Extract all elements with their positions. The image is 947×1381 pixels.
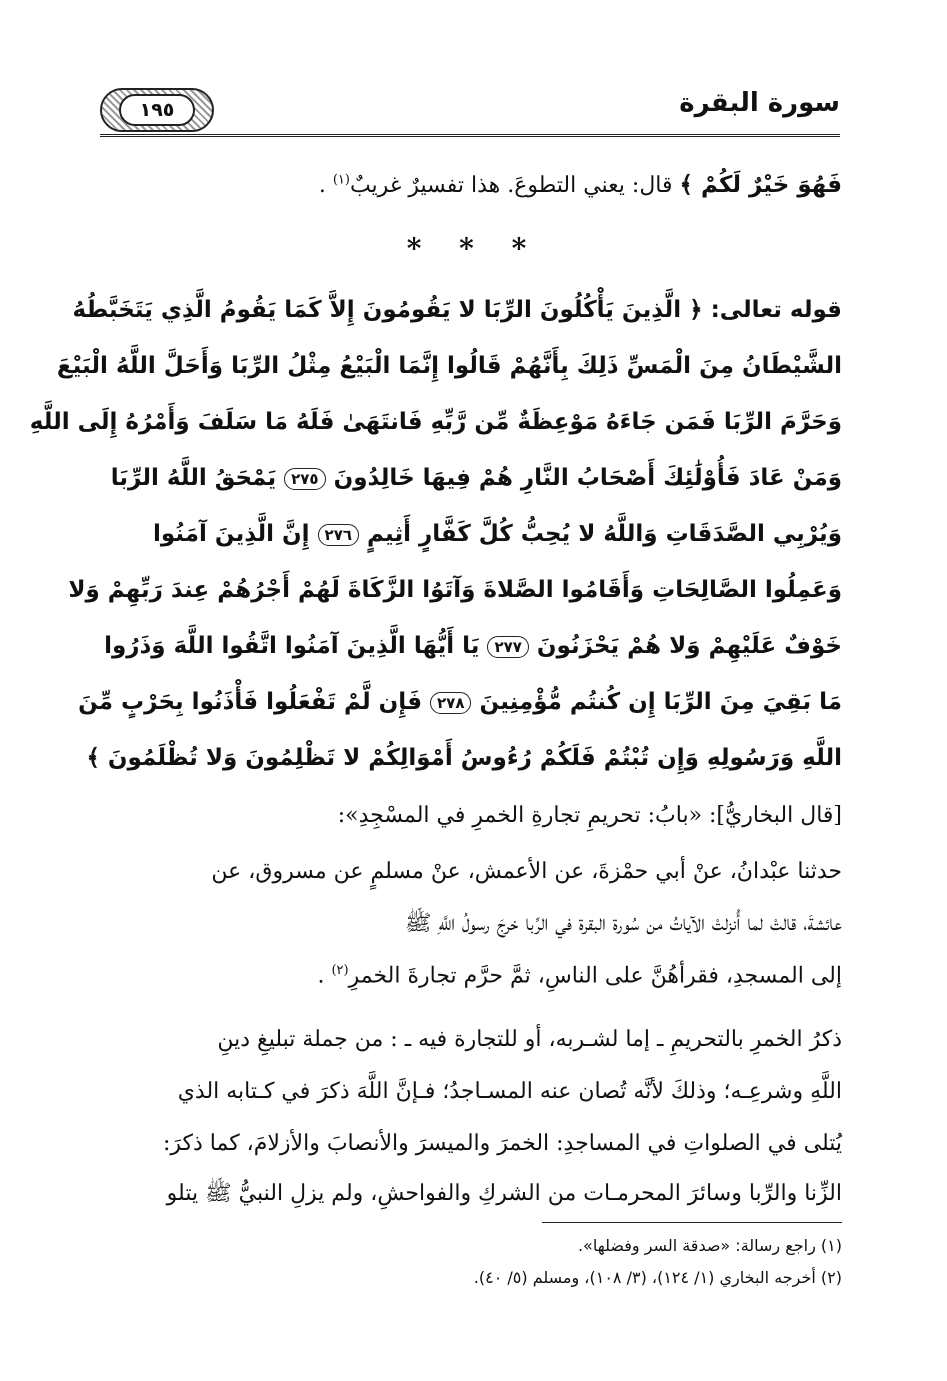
verse-text: خَوْفٌ عَلَيْهِمْ وَلا هُمْ يَحْزَنُونَ [528, 633, 842, 659]
verse-line-6: وَعَمِلُوا الصَّالِحَاتِ وَأَقَامُوا الصَّلاةَ وَآتَوُا الزَّكَاةَ لَهُمْ أَجْرُهُمْ عِندَ رَبِّهِمْ وَلا [68, 577, 842, 603]
verse-text: يَمْحَقُ اللَّهُ الرِّبَا [110, 465, 285, 491]
verse-number-marker: ٢٧٧ [487, 636, 528, 658]
section-separator: * * * [406, 232, 541, 265]
verse-line-7 [104, 633, 842, 661]
verse-line-9: اللَّهِ وَرَسُولِهِ وَإِن تُبْتُمْ فَلَكُمْ رُءُوسُ أَمْوَالِكُمْ لا تَظْلِمُونَ وَلا تُظْلَمُونَ ﴾ [86, 745, 842, 771]
verse-text: وَيُرْبِي الصَّدَقَاتِ وَاللَّهُ لا يُحِبُّ كُلَّ كَفَّارٍ أَثِيمٍ [359, 521, 842, 547]
verse-line-1: قوله تعالى: ﴿ الَّذِينَ يَأْكُلُونَ الرِّبَا لا يَقُومُونَ إِلاَّ كَمَا يَقُومُ الَّذِي يَتَخَبَّطُهُ [72, 297, 842, 323]
verse-line-4 [112, 465, 842, 493]
verse-number-marker: ٢٧٨ [430, 692, 471, 714]
surah-title: سورة البقرة [679, 88, 840, 118]
commentary-line-3: يُتلى في الصلواتِ في المساجدِ: الخمرَ والميسرَ والأنصابَ والأزلامَ، كما ذكرَ: [162, 1131, 842, 1156]
intro-end: . [318, 173, 333, 198]
verse-text: يَا أَيُّهَا الَّذِينَ آمَنُوا اتَّقُوا اللَّهَ وَذَرُوا [104, 633, 488, 659]
verse-text: فَإِن لَّمْ تَفْعَلُوا فَأْذَنُوا بِحَرْبٍ مِّنَ [78, 689, 431, 715]
commentary-line-4: الزِّنا والرِّبا وسائرَ المحرمـات من الشركِ والفواحشِ، ولم يزلِ النبيُّ ﷺ يتلو [166, 1181, 842, 1206]
bukhari-heading: [قال البخاريُّ]: «بابُ: تحريمِ تجارةِ الخمرِ في المسْجِدِ»: [337, 803, 842, 828]
page-number: ١٩٥ [119, 94, 195, 126]
verse-number-marker: ٢٧٦ [318, 524, 359, 546]
verse-text: وَمَنْ عَادَ فَأُوْلَٰئِكَ أَصْحَابُ النَّارِ هُمْ فِيهَا خَالِدُونَ [325, 465, 842, 491]
verse-number-marker: ٢٧٥ [284, 468, 325, 490]
page-header [100, 78, 840, 138]
verse-line-3: وَحَرَّمَ الرِّبَا فَمَن جَاءَهُ مَوْعِظَةٌ مِّن رَّبِّهِ فَانتَهَىٰ فَلَهُ مَا سَلَفَ وَأَمْرُهُ إِلَى اللَّهِ [29, 409, 842, 435]
commentary-line-1: ذكرُ الخمرِ بالتحريمِ ـ إما لشـربه، أو للتجارة فيه ـ : من جملة تبليغِ دينِ [217, 1027, 842, 1052]
page-number-badge [100, 88, 214, 132]
hadith-line-1: حدثنا عبْدانُ، عنْ أبي حمْزةَ، عن الأعمش، عنْ مسلمٍ عن مسروق، عن [211, 859, 842, 884]
verse-line-2: الشَّيْطَانُ مِنَ الْمَسِّ ذَلِكَ بِأَنَّهُمْ قَالُوا إِنَّمَا الْبَيْعُ مِثْلُ الرِّبَا وَأَحَلَّ اللَّهُ الْبَيْعَ [56, 353, 842, 379]
verse-line-5 [112, 521, 842, 549]
verse-text: إِنَّ الَّذِينَ آمَنُوا [153, 521, 318, 547]
verse-line-8 [78, 689, 842, 717]
intro-quote: فَهُوَ خَيْرٌ لَكُمْ ﴾ [679, 172, 842, 198]
footnote-1: (١) راجع رسالة: «صدقة السر وفضلها». [577, 1236, 842, 1255]
hadith-line-3 [112, 963, 842, 990]
header-rule [100, 134, 840, 137]
verse-text: مَا بَقِيَ مِنَ الرِّبَا إِن كُنتُم مُّؤْمِنِينَ [471, 689, 842, 715]
hadith-line-2: عائشةَ، قالتْ لما أُنزلتْ الآياتُ من سُورة البقرة في الرِّبا خرجَ رسولُ اللَّهِ ﷺ [404, 911, 842, 936]
footnote-ref-2: (٢) [331, 963, 349, 978]
footnote-2: (٢) أخرجه البخاري (١/ ١٢٤)، (٣/ ١٠٨)، ومسلم (٥/ ٤٠). [473, 1268, 842, 1287]
commentary-line-2: اللَّهِ وشرعِـه؛ وذلكَ لأنَّه تُصان عنه المسـاجدُ؛ فـإنَّ اللَّهَ ذكرَ في كـتابه الذي [177, 1079, 842, 1104]
footnote-ref-1: (١) [332, 172, 350, 188]
intro-line [112, 172, 842, 200]
hadith-text: إلى المسجدِ، فقرأهُنَّ على الناسِ، ثمَّ حرَّم تجارةَ الخمرِ [348, 963, 842, 989]
intro-text: قال: يعني التطوعَ. هذا تفسيرٌ غريبٌ [349, 173, 680, 198]
hadith-end: . [317, 963, 332, 989]
footnote-rule [542, 1222, 842, 1223]
